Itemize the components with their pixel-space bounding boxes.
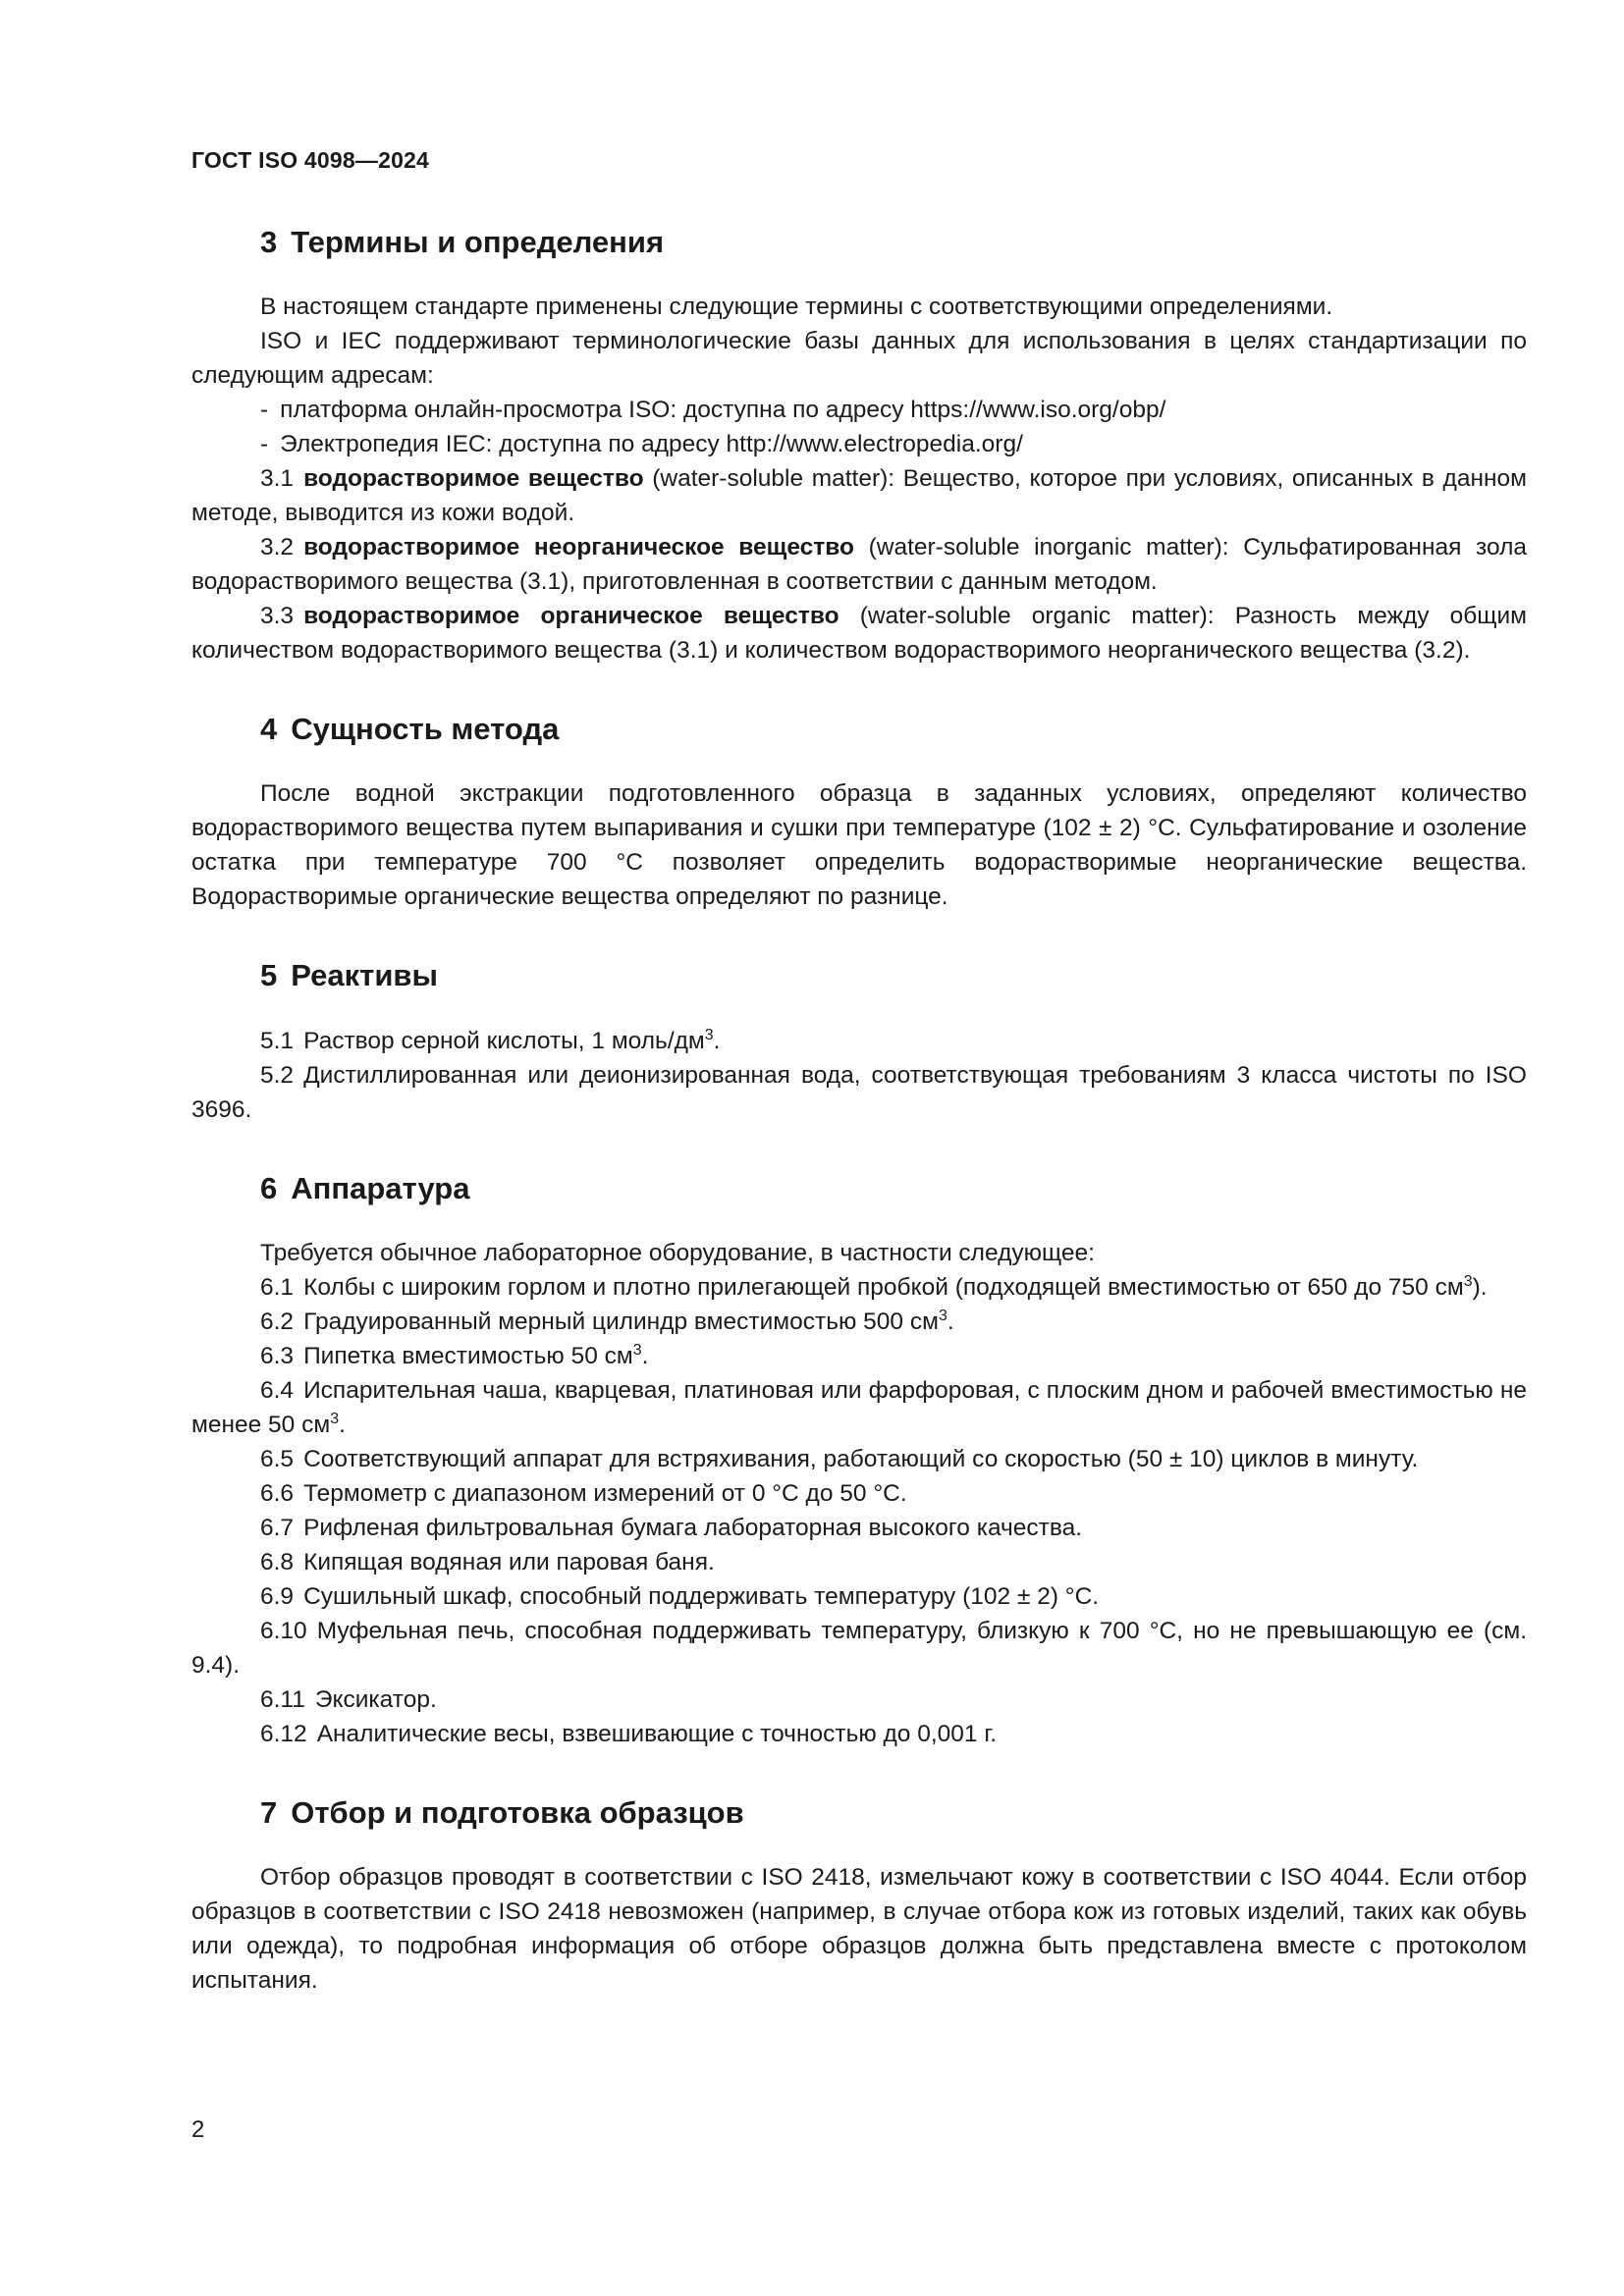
reagent-list (191, 1024, 1527, 1127)
clause-number: 6.3 (260, 1342, 295, 1369)
term-entry (191, 599, 1527, 667)
clause-item (191, 1270, 1527, 1305)
list-item (191, 393, 1527, 427)
clause-item (191, 1442, 1527, 1476)
clause-text: Муфельная печь, способная поддерживать температуру, близкую к 700 °С, но не превышающую ее (см. 9.4). (191, 1617, 1527, 1679)
paragraph: В настоящем стандарте применены следующие термины с соответствующими определениями. (260, 294, 1333, 321)
section-number: 4 (260, 712, 278, 747)
section-number: 6 (260, 1170, 278, 1205)
clause-number: 6.2 (260, 1308, 295, 1335)
clause-text: Градуированный мерный цилиндр вместимостью 500 см (303, 1308, 939, 1335)
clause-item (191, 1024, 1527, 1058)
clause-tail: . (641, 1342, 649, 1369)
superscript: 3 (632, 1341, 642, 1359)
clause-item (191, 1682, 1527, 1717)
bullet-dash: - (260, 431, 269, 458)
paragraph: ISO и IEC поддерживают терминологические базы данных для использования в целях стандартизации по следующим адресам: (191, 328, 1527, 390)
term: водорастворимое вещество (303, 465, 644, 493)
superscript: 3 (1463, 1272, 1473, 1290)
document-header (191, 147, 429, 174)
section-heading: Сущность метода (291, 712, 560, 747)
clause-number: 6.7 (260, 1514, 295, 1541)
paragraph: После водной экстракции подготовленного образца в заданных условиях, определяют количество водорастворимого вещества путем выпаривания и сушки при температуре (102 ± 2) °С. Сульфатирование и озоление остатка при температуре 700 °С позволяет определить водорастворимые неорганические вещества. Водорастворимые органические вещества определяют по разнице. (191, 780, 1527, 911)
clause-number: 5.2 (260, 1061, 295, 1089)
clause-number: 6.5 (260, 1445, 295, 1472)
clause-item (191, 1717, 1527, 1751)
section-3 (191, 224, 1527, 667)
superscript: 3 (330, 1410, 340, 1427)
term-entry (191, 530, 1527, 599)
clause-tail: ). (1472, 1273, 1488, 1301)
clause-item (191, 1579, 1527, 1614)
section-number: 3 (260, 225, 278, 259)
section-heading: Термины и определения (291, 225, 665, 259)
clause-tail: . (339, 1411, 346, 1438)
paragraph: Отбор образцов проводят в соответствии с ISO 2418, измельчают кожу в соответствии с ISO 4044. Если отбор образцов в соответствии с ISO 2418 невозможен (например, в случае отбора кож из готовых изделий, таких как обувь или одежда), то подробная информация об отборе образцов должна быть представлена вместе с протоколом испытания. (191, 1863, 1527, 1994)
bullet-dash: - (260, 397, 269, 424)
section-5-title (191, 957, 1527, 993)
section-4-title (191, 711, 1527, 747)
clause-item (191, 1614, 1527, 1682)
clause-tail: . (947, 1308, 954, 1335)
clause-number: 6.11 (260, 1685, 305, 1713)
list-item-text: платформа онлайн-просмотра ISO: доступна по адресу https://www.iso.org/obp/ (280, 397, 1166, 424)
section-7 (191, 1794, 1527, 1998)
clause-number: 3.1 (260, 465, 295, 493)
clause-number: 6.4 (260, 1376, 295, 1404)
term-definition: (water-soluble inorganic matter): Сульфатированная зола водорастворимого вещества (3.1), приготовленная в соответствии с данным методом. (191, 534, 1527, 596)
section-number: 5 (260, 958, 278, 993)
clause-text: Рифленая фильтровальная бумага лабораторная высокого качества. (303, 1514, 1083, 1541)
clause-text: Раствор серной кислоты, 1 моль/дм (303, 1027, 705, 1054)
clause-number: 3.2 (260, 534, 295, 561)
clause-item (191, 1476, 1527, 1511)
clause-number: 6.8 (260, 1548, 295, 1575)
superscript: 3 (704, 1026, 714, 1043)
clause-number: 6.9 (260, 1582, 295, 1610)
clause-item (191, 1058, 1527, 1127)
clause-text: Пипетка вместимостью 50 см (303, 1342, 633, 1369)
term-entry (191, 461, 1527, 530)
superscript: 3 (938, 1307, 947, 1324)
paragraph: Требуется обычное лабораторное оборудование, в частности следующее: (260, 1239, 1095, 1266)
page-content (191, 224, 1527, 1998)
clause-number: 6.1 (260, 1273, 295, 1301)
clause-text: Кипящая водяная или паровая баня. (303, 1548, 715, 1575)
clause-number: 6.10 (260, 1617, 307, 1644)
section-heading: Отбор и подготовка образцов (291, 1794, 744, 1830)
clause-item (191, 1545, 1527, 1579)
clause-text: Соответствующий аппарат для встряхивания, работающий со скоростью (50 ± 10) циклов в минуту. (303, 1445, 1419, 1472)
clause-number: 6.12 (260, 1720, 307, 1747)
clause-text: Термометр с диапазоном измерений от 0 °С до 50 °С. (303, 1479, 907, 1507)
section-3-title (191, 224, 1527, 260)
term: водорастворимое неорганическое вещество (303, 534, 854, 561)
clause-item (191, 1511, 1527, 1545)
clause-item (191, 1339, 1527, 1373)
section-6-title (191, 1170, 1527, 1206)
clause-number: 5.1 (260, 1027, 295, 1054)
section-heading: Аппаратура (291, 1170, 470, 1205)
page-number: 2 (191, 2116, 205, 2143)
section-6 (191, 1170, 1527, 1751)
term: водорастворимое органическое вещество (303, 603, 839, 630)
clause-number: 3.3 (260, 603, 295, 630)
clause-text: Эксикатор. (314, 1685, 437, 1713)
clause-number: 6.6 (260, 1479, 295, 1507)
section-heading: Реактивы (291, 958, 438, 993)
clause-item (191, 1373, 1527, 1442)
section-5 (191, 957, 1527, 1126)
clause-text: Колбы с широким горлом и плотно прилегающей пробкой (подходящей вместимостью от 650 до 750 см (303, 1273, 1464, 1301)
section-number: 7 (260, 1794, 278, 1830)
clause-item (191, 1305, 1527, 1339)
term-definition: (water-soluble matter): Вещество, которое при условиях, описанных в данном методе, выводится из кожи водой. (191, 465, 1527, 527)
clause-text: Испарительная чаша, кварцевая, платиновая или фарфоровая, с плоским дном и рабочей вместимостью не менее 50 см (191, 1376, 1527, 1438)
doc-id: ГОСТ ISO 4098—2024 (191, 147, 430, 173)
list-item-text: Электропедия IEC: доступна по адресу http://www.electropedia.org/ (280, 431, 1023, 458)
apparatus-list (191, 1270, 1527, 1751)
clause-text: Аналитические весы, взвешивающие с точностью до 0,001 г. (316, 1720, 998, 1747)
term-definition: (water-soluble organic matter): Разность между общим количеством водорастворимого вещества (3.1) и количеством водорастворимого неорганического вещества (3.2). (191, 603, 1527, 665)
clause-text: Дистиллированная или деионизированная вода, соответствующая требованиям 3 класса чистоты по ISO 3696. (191, 1061, 1527, 1123)
section-7-title (191, 1794, 1527, 1831)
section-4 (191, 711, 1527, 914)
clause-tail: . (713, 1027, 721, 1054)
clause-text: Сушильный шкаф, способный поддерживать температуру (102 ± 2) °С. (303, 1582, 1100, 1610)
list-item (191, 427, 1527, 461)
